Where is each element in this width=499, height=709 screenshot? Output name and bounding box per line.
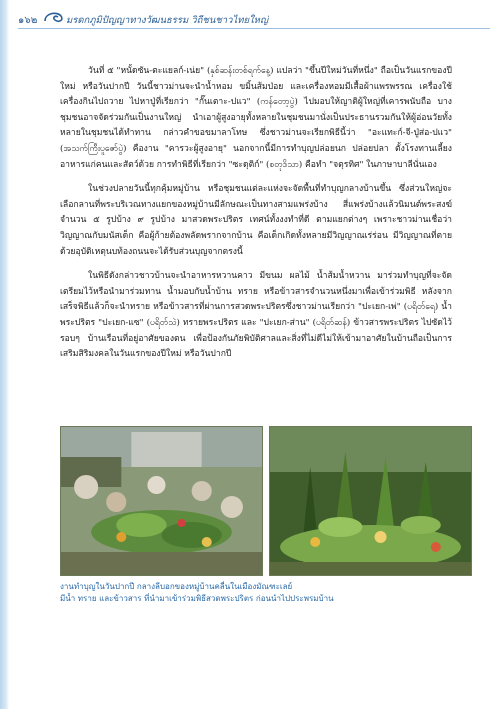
photo-offerings: [269, 426, 472, 576]
header-divider: [18, 28, 490, 29]
paragraph-1: วันที่ ๕ "หนั้ดซัน-ตะแยลก์-เน่ย" (နှစ်ဆန်းတစ်ရက်နေ့) แปลว่า "ขึ้นปีใหม่วันที่หนึ่ง" ถือเป็นวันแรกของปีใหม่ หรือวันปากปี วันนี้ชาวม่านจะนำน้ำหอม ขมิ้นส้มป่อย และเครื่องหอมมีเสื้อผ้าแพรพรรณ เครื่องใช้เครื่องกินไปถวาย ไปหาปู่ที่เรียกว่า "กั๊นเตาะ-ปแว" (ကန်တော့ပွဲ) ไปมอบให้ญาติผู้ใหญ่ที่เคารพนับถือ บางชุมชนอาจจัดร่วมกันเป็นงานใหญ่ นำเอาผู้สูงอายุทั้งหลายในชุมชนมานั่งเป็นประธานรวมกันให้ผู้อ่อนวัยทั้งหลายในชุมชนได้ทำทาน กล่าวคำขอขมาลาโทษ ซึ่งชาวม่านจะเรียกพิธีนี้ว่า "อะแทะก์-จี-ปู่ส่อ-ปแว" (အသက်ကြီးပူဇော်ပွဲ) คืองาน "คารวะผู้สูงอายุ" นอกจากนี้มีการทำบุญปล่อยนก ปล่อยปลา ตั้งโรงทานเลี้ยงอาหารแก่คนและสัตว์ด้วย การทำพิธีที่เรียกว่า "ซะดุติก์" (စတုဒိသာ) คือทำ "จตุรทิศ" ในภาษาบาลีนั่นเอง: [60, 66, 452, 170]
photo-caption: [60, 581, 472, 605]
paragraph-3: ในพิธีดังกล่าวชาวบ้านจะนำอาหารหวานคาว มีขนม ผลไม้ น้ำส้มน้ำหวาน มาร่วมทำบุญที่จะจัดเตรียมไว้หรือนำมาร่วมทาน น้ำมอบกับน้ำบ้าน ทราย หรือข้าวสารจำนวนหนึ่งมาเพื่อเข้าร่วมพิธี หลังจากเสร็จพิธีแล้วก็จะนำทราย หรือข้าวสารที่ผ่านการสวดพระปริตรซึ่งชาวม่านเรียกว่า "ปะเยก-เพ่" (ပရိတ်ရေ) น้ำพระปริตร "ปะเยก-แซ" (ပရိတ်သဲ) ทรายพระปริตร และ "ปะเยก-ส่าน" (ပရိတ်ဆန်) ข้าวสารพระปริตร ไปซัดไว้รอบๆ บ้านเรือนที่อยู่อาศัยของตน เพื่อป้องกันภัยพิบัติศาลและสิ่งที่ไม่ดีไม่ให้เข้ามาอาศัยในบ้านถือเป็นการเสริมสิริมงคลในวันแรกของปีใหม่ หรือวันปากปี: [60, 271, 452, 360]
photo-ceremony-crowd: [60, 426, 263, 576]
page-number: ๑๖๒: [18, 15, 38, 26]
paragraph-2: ในช่วงปลายวันนี้ทุกคุ้มหมู่บ้าน หรือชุมชนแต่ละแห่งจะจัดพื้นที่ทำบุญกลางบ้านขึ้น ซึ่งส่วนใหญ่จะเลือกลานที่พระบริเวณทางแยกของหมู่บ้านมีลักษณะเป็นทางสามแพร่งบ้าง สี่แพร่งบ้างแล้วนิมนต์พระสงฆ์จำนวน ๕ รูปบ้าง ๙ รูปบ้าง มาสวดพระปริตร เทศน์ทั้งงงทำที่ดี ตามแยกต่างๆ เพราะชาวม่านเชื่อว่าวิญญาณกับมนัสเด็ก คือผู้ก้ายต้องพลัดพรากจากบ้าน คือเด็กเกิดทั้งหลายมีวิญญาณเร่ร่อน มีวิญญาณที่ตายด้วยอุบัติเหตุนบท้องถนนจะได้รับส่วนบุญจากตรงนี้: [60, 184, 452, 257]
body-text: [60, 64, 452, 372]
caption-line-1: งานทำบุญในวันปากปี กลางลีบอกของหมู่บ้านคลื่นในเมืองมัณฑะเลย์: [60, 582, 293, 591]
header-swirl-icon: [43, 9, 65, 25]
caption-line-2: มีน้ำ ทราย และข้าวสาร ที่นำมาเข้าร่วมพิธีสวดพระปริตร ก่อนนำไปประพรมบ้าน: [60, 594, 334, 603]
running-header-title: มรดกภูมิปัญญาทางวัฒนธรรม วิถีชนชาวไทยใหญ่: [66, 15, 269, 26]
decorative-side-strip: [0, 0, 9, 709]
photo-row: [60, 426, 472, 574]
